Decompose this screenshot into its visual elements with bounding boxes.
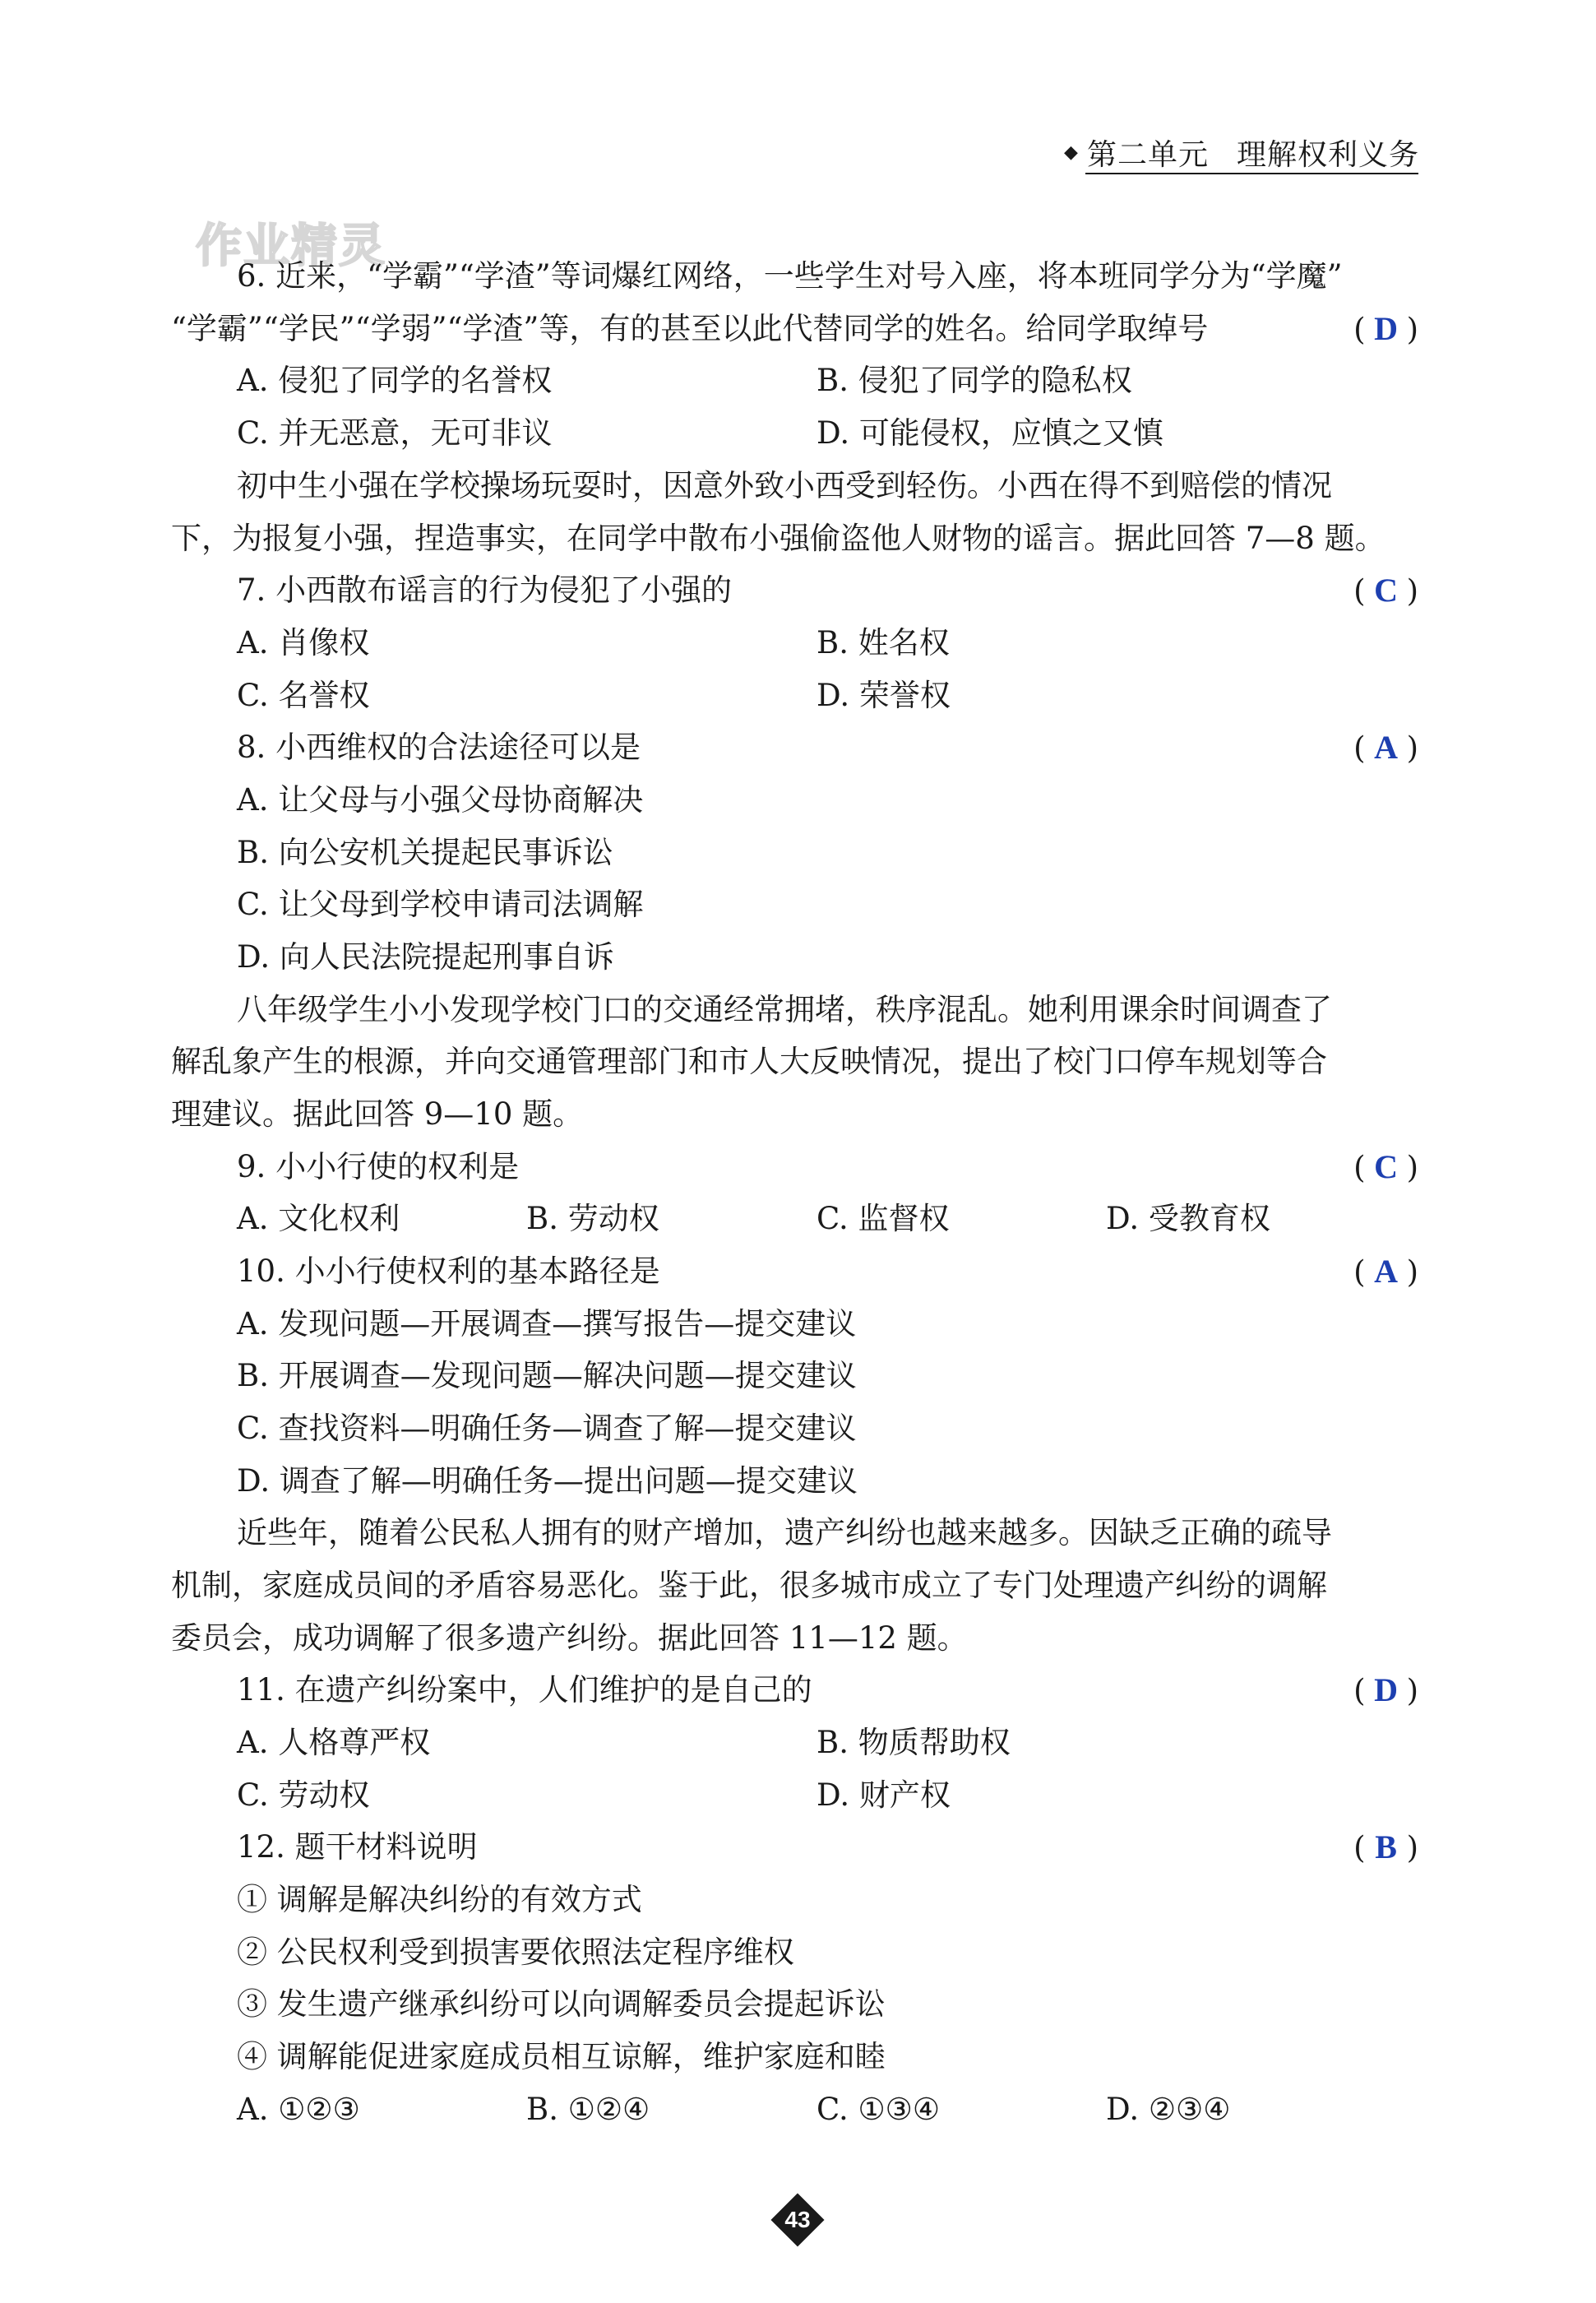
- q10-answer-letter: A: [1374, 1253, 1398, 1290]
- material1-line2: 下，为报复小强，捏造事实，在同学中散布小强偷盗他人财物的谣言。据此回答 7—8 题。: [171, 521, 1386, 556]
- q8-option-b: B. 向公安机关提起民事诉讼: [237, 835, 613, 870]
- q9-answer-letter: C: [1374, 1148, 1398, 1185]
- paren-left: (: [1353, 573, 1366, 609]
- paren-right: ): [1406, 573, 1418, 609]
- diamond-icon: ◆: [1064, 142, 1079, 163]
- q7-option-a: A. 肖像权: [237, 625, 370, 660]
- q9-option-d: D. 受教育权: [1106, 1201, 1270, 1236]
- q6-answer: [1353, 304, 1418, 354]
- q12-option-d: D. ②③④: [1106, 2092, 1231, 2127]
- page-number-text: 43: [784, 2207, 811, 2232]
- paren-right: ): [1406, 1254, 1418, 1290]
- q10-option-d: D. 调查了解—明确任务—提出问题—提交建议: [237, 1463, 858, 1499]
- q12-option-c: C. ①③④: [817, 2092, 941, 2127]
- q10-stem: 10. 小小行使权利的基本路径是: [237, 1253, 660, 1289]
- unit-title: 理解权利义务: [1236, 138, 1419, 172]
- q8-option-d: D. 向人民法院提起刑事自诉: [237, 939, 614, 975]
- q8-stem: 8. 小西维权的合法途径可以是: [237, 730, 641, 765]
- q6-option-d: D. 可能侵权，应慎之又慎: [817, 415, 1163, 451]
- q7-stem: 7. 小西散布谣言的行为侵犯了小强的: [237, 572, 733, 608]
- q10-answer: [1353, 1247, 1418, 1296]
- q9-answer: [1353, 1142, 1418, 1192]
- q11-option-b: B. 物质帮助权: [817, 1725, 1011, 1760]
- q9-stem: 9. 小小行使的权利是: [237, 1149, 520, 1184]
- q12-statement-2: ② 公民权利受到损害要依照法定程序维权: [237, 1935, 794, 1970]
- q7-answer: [1353, 566, 1418, 615]
- q11-answer-letter: D: [1374, 1671, 1398, 1708]
- q6-option-a: A. 侵犯了同学的名誉权: [237, 363, 553, 398]
- q11-answer: [1353, 1666, 1418, 1715]
- material2-line1: 八年级学生小小发现学校门口的交通经常拥堵，秩序混乱。她利用课余时间调查了: [237, 992, 1332, 1027]
- paren-right: ): [1406, 1150, 1418, 1185]
- material2-line3: 理建议。据此回答 9—10 题。: [171, 1096, 584, 1132]
- q9-option-a: A. 文化权利: [237, 1201, 400, 1236]
- paren-right: ): [1406, 1673, 1418, 1708]
- q12-option-b: B. ①②④: [526, 2092, 650, 2127]
- q11-option-a: A. 人格尊严权: [237, 1725, 431, 1760]
- q7-option-d: D. 荣誉权: [817, 678, 951, 713]
- q7-option-b: B. 姓名权: [817, 625, 950, 660]
- q10-option-c: C. 查找资料—明确任务—调查了解—提交建议: [237, 1411, 857, 1446]
- q9-option-b: B. 劳动权: [526, 1201, 659, 1236]
- q11-option-d: D. 财产权: [817, 1777, 951, 1813]
- watermark-logo: 作业精灵: [196, 220, 386, 273]
- paren-right: ): [1406, 312, 1418, 347]
- material2-line2: 解乱象产生的根源，并向交通管理部门和市人大反映情况，提出了校门口停车规划等合: [171, 1044, 1327, 1079]
- paren-left: (: [1353, 1254, 1366, 1290]
- q10-option-b: B. 开展调查—发现问题—解决问题—提交建议: [237, 1358, 857, 1393]
- paren-right: ): [1406, 730, 1418, 766]
- q6-answer-letter: D: [1374, 310, 1398, 347]
- q11-option-c: C. 劳动权: [237, 1777, 370, 1813]
- page-header: [1064, 132, 1419, 174]
- unit-label: 第二单元: [1086, 138, 1209, 172]
- paren-left: (: [1353, 1830, 1366, 1865]
- paren-left: (: [1353, 312, 1366, 347]
- paren-left: (: [1353, 730, 1366, 766]
- q12-statement-3: ③ 发生遗产继承纠纷可以向调解委员会提起诉讼: [237, 1986, 886, 2022]
- q12-answer-letter: B: [1375, 1828, 1397, 1865]
- q7-option-c: C. 名誉权: [237, 678, 370, 713]
- q8-answer-letter: A: [1374, 729, 1398, 766]
- q6-option-c: C. 并无恶意，无可非议: [237, 415, 553, 451]
- q12-statement-1: ① 调解是解决纠纷的有效方式: [237, 1882, 642, 1917]
- q6-stem-line2: “学霸”“学民”“学弱”“学渣”等，有的甚至以此代替同学的姓名。给同学取绰号: [171, 311, 1209, 346]
- material3-line1: 近些年，随着公民私人拥有的财产增加，遗产纠纷也越来越多。因缺乏正确的疏导: [237, 1515, 1332, 1550]
- material3-line3: 委员会，成功调解了很多遗产纠纷。据此回答 11—12 题。: [171, 1620, 968, 1656]
- q6-option-b: B. 侵犯了同学的隐私权: [817, 363, 1132, 398]
- page-number: [770, 2193, 825, 2247]
- material3-line2: 机制，家庭成员间的矛盾容易恶化。鉴于此，很多城市成立了专门处理遗产纠纷的调解: [171, 1568, 1327, 1603]
- q8-option-a: A. 让父母与小强父母协商解决: [237, 782, 644, 818]
- paren-left: (: [1353, 1673, 1366, 1708]
- q12-answer: [1353, 1823, 1418, 1872]
- paren-right: ): [1406, 1830, 1418, 1865]
- q8-answer: [1353, 723, 1418, 772]
- q9-option-c: C. 监督权: [817, 1201, 950, 1236]
- q10-option-a: A. 发现问题—开展调查—撰写报告—提交建议: [237, 1306, 857, 1341]
- q12-statement-4: ④ 调解能促进家庭成员相互谅解，维护家庭和睦: [237, 2039, 886, 2074]
- q8-option-c: C. 让父母到学校申请司法调解: [237, 887, 644, 922]
- q12-stem: 12. 题干材料说明: [237, 1829, 478, 1865]
- material1-line1: 初中生小强在学校操场玩耍时，因意外致小西受到轻伤。小西在得不到赔偿的情况: [237, 468, 1332, 503]
- q12-option-a: A. ①②③: [237, 2092, 360, 2127]
- paren-left: (: [1353, 1150, 1366, 1185]
- q11-stem: 11. 在遗产纠纷案中，人们维护的是自己的: [237, 1672, 812, 1708]
- q7-answer-letter: C: [1374, 572, 1398, 609]
- q6-stem-line1: 6. 近来，“学霸”“学渣”等词爆红网络，一些学生对号入座，将本班同学分为“学魔”: [237, 258, 1343, 294]
- header-rule: [1085, 173, 1418, 174]
